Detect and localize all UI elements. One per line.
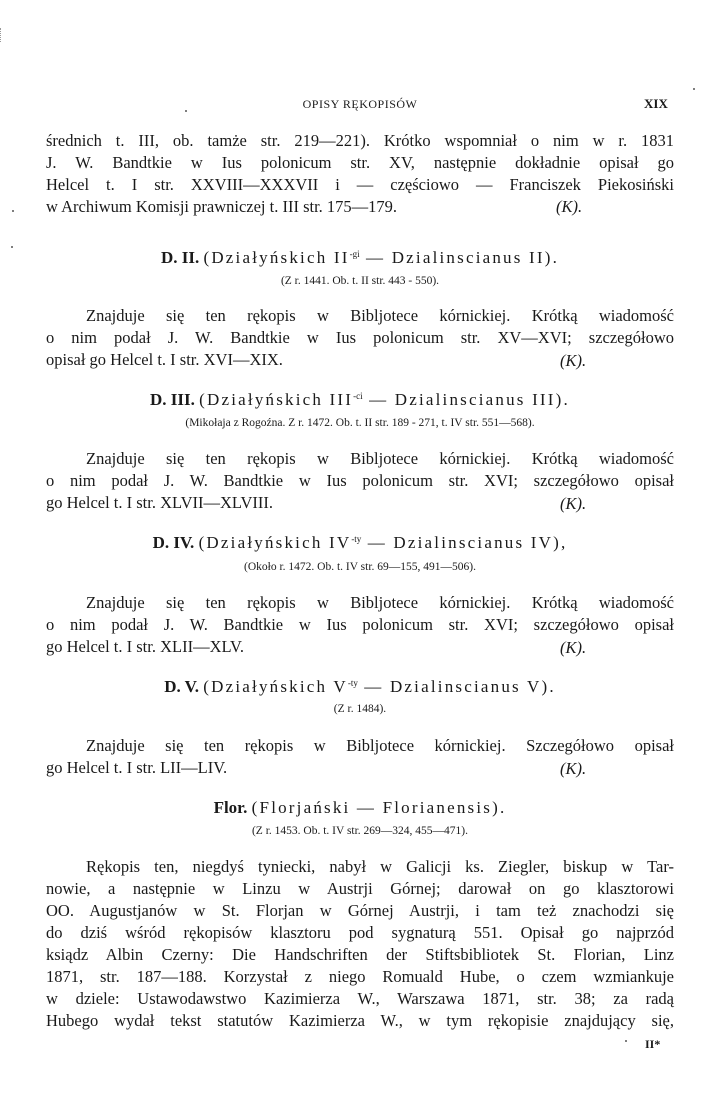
text-line: Rękopis ten, niegdyś tyniecki, nabył w Galicji ks. Ziegler, biskup w Tar- bbox=[86, 857, 674, 876]
section-siglum: Flor. bbox=[213, 798, 248, 817]
speck bbox=[693, 88, 695, 90]
section-note: (Z r. 1453. Ob. t. IV str. 269—324, 455—471). bbox=[251, 825, 469, 837]
section-note: (Mikołaja z Rogoźna. Z r. 1472. Ob. t. II str. 189 - 271, t. IV str. 551—568). bbox=[185, 417, 535, 429]
speck bbox=[12, 210, 14, 212]
section-name: (Działyńskich II bbox=[203, 248, 350, 267]
section-name: (Działyńskich V bbox=[203, 677, 348, 696]
text-line: do dziś wśród rękopisów klasztoru pod sygnaturą 551. Opisał go najprzód bbox=[46, 923, 674, 942]
text-line: go Helcel t. I str. XLII—XLV. bbox=[46, 637, 244, 656]
text-line: ksiądz Albin Czerny: Die Handschriften der Stiftsbibliotek St. Florian, Linz bbox=[46, 945, 674, 964]
section-name: (Florjański — Florianensis). bbox=[251, 798, 507, 817]
text-line: średnich t. III, ob. tamże str. 219—221). Krótko wspomniał o nim w r. 1831 bbox=[46, 131, 674, 150]
section-heading bbox=[0, 248, 720, 268]
section-note: (Około r. 1472. Ob. t. IV str. 69—155, 491—506). bbox=[243, 561, 477, 573]
superscript: -ci bbox=[353, 391, 363, 401]
section-name: (Działyńskich IV bbox=[198, 533, 352, 552]
section-name: (Działyńskich III bbox=[199, 390, 354, 409]
section-siglum: D. II. bbox=[160, 248, 200, 267]
text-line: go Helcel t. I str. LII—LIV. bbox=[46, 758, 228, 777]
text-line: opisał go Helcel t. I str. XVI—XIX. bbox=[46, 350, 283, 369]
section-note: (Z r. 1484). bbox=[333, 703, 387, 715]
text-line: Helcel t. I str. XXVIII—XXXVII i — częściowo — Franciszek Piekosiński bbox=[46, 175, 674, 194]
text-line: J. W. Bandtkie w Ius polonicum str. XV, następnie dokładnie opisał go bbox=[46, 153, 674, 172]
section-latin: — Dzialinscianus V). bbox=[357, 677, 556, 696]
text-line: OO. Augustjanów w St. Florjan w Górnej Austrji, i tam też znachodzi się bbox=[46, 901, 674, 920]
speck bbox=[625, 1040, 627, 1042]
section-siglum: D. III. bbox=[150, 390, 195, 409]
text-line: Znajduje się ten rękopis w Bibljotece kórnickiej. Krótką wiadomość bbox=[86, 449, 674, 468]
section-note: (Z r. 1441. Ob. t. II str. 443 - 550). bbox=[280, 275, 440, 287]
section-heading bbox=[0, 677, 720, 697]
text-line: Hubego wydał tekst statutów Kazimierza W., w tym rękopisie znajdujący się, bbox=[46, 1011, 674, 1030]
text-line: o nim podał J. W. Bandtkie w Ius polonicum str. XVI; szczegółowo opisał bbox=[46, 615, 674, 634]
text-line: nowie, a następnie w Linzu w Austrji Górnej; darował on go klasztorowi bbox=[46, 879, 674, 898]
page-edge-mark bbox=[0, 28, 3, 42]
text-line: Znajduje się ten rękopis w Bibljotece kórnickiej. Krótką wiadomość bbox=[86, 306, 674, 325]
text-line: go Helcel t. I str. XLVII—XLVIII. bbox=[46, 493, 273, 512]
author-sign: (K). bbox=[560, 351, 587, 370]
section-siglum: D. V. bbox=[164, 677, 200, 696]
author-sign: (K). bbox=[556, 197, 583, 216]
section-latin: — Dzialinscianus III). bbox=[362, 390, 570, 409]
section-latin: — Dzialinscianus II). bbox=[359, 248, 560, 267]
section-heading bbox=[0, 798, 720, 818]
signature-mark: II* bbox=[645, 1037, 661, 1051]
section-heading bbox=[0, 390, 720, 410]
page-number: XIX bbox=[644, 96, 668, 111]
author-sign: (K). bbox=[560, 638, 587, 657]
author-sign: (K). bbox=[560, 494, 587, 513]
text-line: 1871, str. 187—188. Korzystał z niego Romuald Hube, o czem wzmiankuje bbox=[46, 967, 674, 986]
text-line: w Archiwum Komisji prawniczej t. III str. 175—179. bbox=[46, 197, 398, 216]
superscript: -gi bbox=[349, 249, 360, 259]
text-line: o nim podał J. W. Bandtkie w Ius polonicum str. XVI; szczegółowo opisał bbox=[46, 471, 674, 490]
section-heading bbox=[0, 533, 720, 553]
superscript: -ty bbox=[351, 534, 362, 544]
superscript: -ty bbox=[347, 678, 358, 688]
author-sign: (K). bbox=[560, 759, 587, 778]
text-line: Znajduje się ten rękopis w Bibljotece kórnickiej. Krótką wiadomość bbox=[86, 593, 674, 612]
text-line: o nim podał J. W. Bandtkie w Ius polonicum str. XV—XVI; szczegółowo bbox=[46, 328, 674, 347]
running-header: OPISY RĘKOPISÓW bbox=[302, 97, 418, 111]
section-siglum: D. IV. bbox=[152, 533, 195, 552]
section-latin: — Dzialinscianus IV), bbox=[361, 533, 568, 552]
text-line: w dziele: Ustawodawstwo Kazimierza W., Warszawa 1871, str. 38; za radą bbox=[46, 989, 674, 1008]
text-line: Znajduje się ten rękopis w Bibljotece kórnickiej. Szczegółowo opisał bbox=[86, 736, 674, 755]
